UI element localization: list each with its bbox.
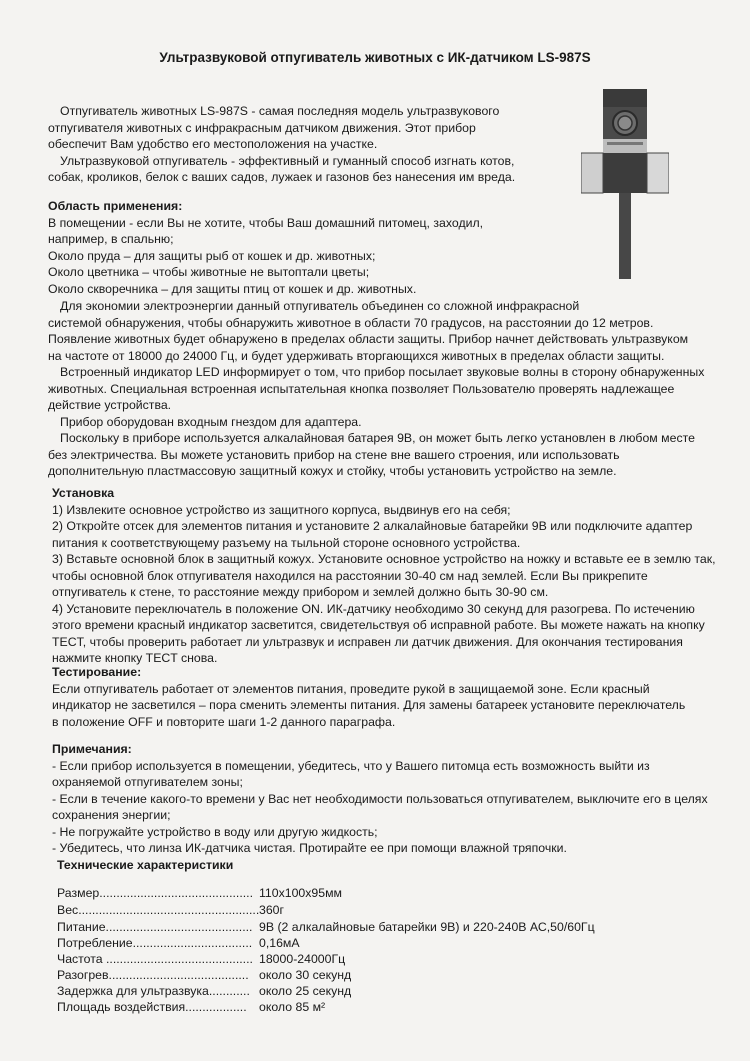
testing-section <box>52 664 685 730</box>
spec-value: 9В (2 алкалайновые батарейки 9В) и 220-240В АС,50/60Гц <box>259 920 595 934</box>
specs-heading-wrap <box>57 857 233 874</box>
spec-name: Частота ........................................... <box>57 952 253 966</box>
section-heading: Установка <box>52 486 115 500</box>
testing-line: Если отпугиватель работает от элементов питания, проведите рукой в защищаемой зоне. Если красный <box>52 681 650 696</box>
install-line: 1) Извлеките основное устройство из защитного корпуса, выдвинув его на себя; <box>52 502 511 517</box>
install-line: 4) Установите переключатель в положение ON. ИК-датчику необходимо 30 секунд для разогрева. По истечению <box>52 601 695 616</box>
install-line: питания к соответствующему разъему на тыльной стороне основного устройства. <box>52 535 521 550</box>
description-line: Поскольку в приборе используется алкалайновая батарея 9В, он может быть легко установлен в любом месте <box>60 431 695 445</box>
notes-line: - Если прибор используется в помещении, убедитесь, что у Вашего питомца есть возможность выйти из <box>52 758 650 773</box>
description-line: без электричества. Вы можете установить прибор на стене вне вашего строения, или использовать <box>48 447 620 462</box>
install-line: этого времени красный индикатор засветится, свидетельствуя об исправной работе. Вы можете нажать на кнопку <box>52 618 705 632</box>
testing-line: в положение OFF и повторите шаги 1-2 данного параграфа. <box>52 714 396 729</box>
section-heading: Область применения: <box>48 199 183 213</box>
spec-value: 360г <box>259 903 285 917</box>
intro-line: отпугивателя животных с инфракрасным датчиком движения. Этот прибор <box>48 120 476 135</box>
description-line: дополнительную пластмассовую защитный кожух и стойку, чтобы установить устройство на земле. <box>48 464 617 478</box>
install-line: 2) Откройте отсек для элементов питания и установите 2 алкалайновые батарейки 9В или подключите адаптер <box>52 519 693 533</box>
description-line: Появление животных будет обнаружено в пределах области защиты. Прибор начнет действовать ультразвуком <box>48 332 689 346</box>
notes-line: охраняемой отпугивателем зоны; <box>52 775 243 789</box>
notes-section <box>52 741 708 857</box>
spec-value: около 85 м² <box>259 1000 326 1014</box>
spec-value: 0,16мА <box>259 936 300 950</box>
page-title: Ультразвуковой отпугиватель животных с ИК-датчиком LS-987S <box>159 50 591 65</box>
install-line: TECT, чтобы проверить работает ли ультразвук и исправен ли датчик движения. Для окончания тестирования <box>52 634 683 649</box>
install-section <box>52 485 716 667</box>
description-line: животных. Специальная встроенная испытательная кнопка позволяет Пользователю проверять надлежащее <box>48 381 675 396</box>
notes-line: - Если в течение какого-то времени у Вас нет необходимости пользоваться отпугивателем, выключите его в целях <box>52 791 708 806</box>
spec-value: около 30 секунд <box>259 968 352 982</box>
description-line: Встроенный индикатор LED информирует о том, что прибор посылает звуковые волны в сторону обнаруженных <box>60 365 705 379</box>
description-line: системой обнаружения, чтобы обнаружить животное в области 70 градусов, на расстоянии до 12 метров. <box>48 315 654 330</box>
section-heading: Тестирование: <box>52 665 142 679</box>
description-line: Для экономии электроэнергии данный отпугиватель объединен со сложной инфракрасной <box>60 299 580 313</box>
usage-line: Около цветника – чтобы животные не вытоптали цветы; <box>48 265 370 279</box>
description-line: действие устройства. <box>48 398 172 412</box>
notes-line: сохранения энергии; <box>52 808 171 822</box>
spec-name: Питание........................................... <box>57 920 253 934</box>
spec-name: Разогрев......................................... <box>57 968 249 982</box>
install-line: чтобы основной блок отпугивателя находился на расстоянии 30-40 см над землей. Если Вы прикрепите <box>52 568 648 583</box>
intro-text <box>48 103 515 186</box>
intro-line: обеспечит Вам удобство его местоположения на участке. <box>48 137 378 151</box>
spec-name: Вес..................................................... <box>57 903 260 917</box>
spec-name: Потребление................................... <box>57 936 253 950</box>
intro-line: Отпугиватель животных LS-987S - самая последняя модель ультразвукового <box>60 104 500 118</box>
usage-line: Около скворечника – для защиты птиц от кошек и др. животных. <box>48 281 417 296</box>
section-heading: Технические характеристики <box>57 858 234 872</box>
description-text <box>48 298 704 480</box>
section-heading: Примечания: <box>52 742 132 756</box>
spec-value: около 25 секунд <box>259 984 352 998</box>
usage-line: В помещении - если Вы не хотите, чтобы Ваш домашний питомец, заходил, <box>48 215 484 230</box>
intro-line: Ультразвуковой отпугиватель - эффективный и гуманный способ изгнать котов, <box>60 153 515 168</box>
description-line: на частоте от 18000 до 24000 Гц, и будет удерживать вторгающихся животных в пределах области защиты. <box>48 348 665 363</box>
spec-name: Размер............................................. <box>57 886 254 900</box>
notes-line: - Не погружайте устройство в воду или другую жидкость; <box>52 824 378 839</box>
install-line: нажмите кнопку TECT снова. <box>52 651 218 665</box>
spec-name: Площадь воздействия.................. <box>57 1000 247 1014</box>
spec-value: 110x100x95мм <box>259 886 343 900</box>
notes-line: - Убедитесь, что линза ИК-датчика чистая. Протирайте ее при помощи влажной тряпочки. <box>52 841 567 855</box>
spec-value: 18000-24000Гц <box>259 952 346 966</box>
install-line: отпугиватель к стене, то расстояние между прибором и землей должно быть 30-90 см. <box>52 585 549 599</box>
usage-line: Около пруда – для защиты рыб от кошек и др. животных; <box>48 248 376 263</box>
install-line: 3) Вставьте основной блок в защитный кожух. Установите основное устройство на ножку и вставьте ее в землю так, <box>52 552 716 566</box>
description-line: Прибор оборудован входным гнездом для адаптера. <box>60 414 362 429</box>
usage-section <box>48 198 483 297</box>
spec-name: Задержка для ультразвука............ <box>57 984 250 998</box>
product-photo <box>581 85 669 285</box>
usage-line: например, в спальню; <box>48 232 174 246</box>
intro-line: собак, кроликов, белок с ваших садов, лужаек и газонов без нанесения им вреда. <box>48 170 516 184</box>
testing-line: индикатор не засветился – пора сменить элементы питания. Для замены батареек установите переключатель <box>52 698 686 712</box>
